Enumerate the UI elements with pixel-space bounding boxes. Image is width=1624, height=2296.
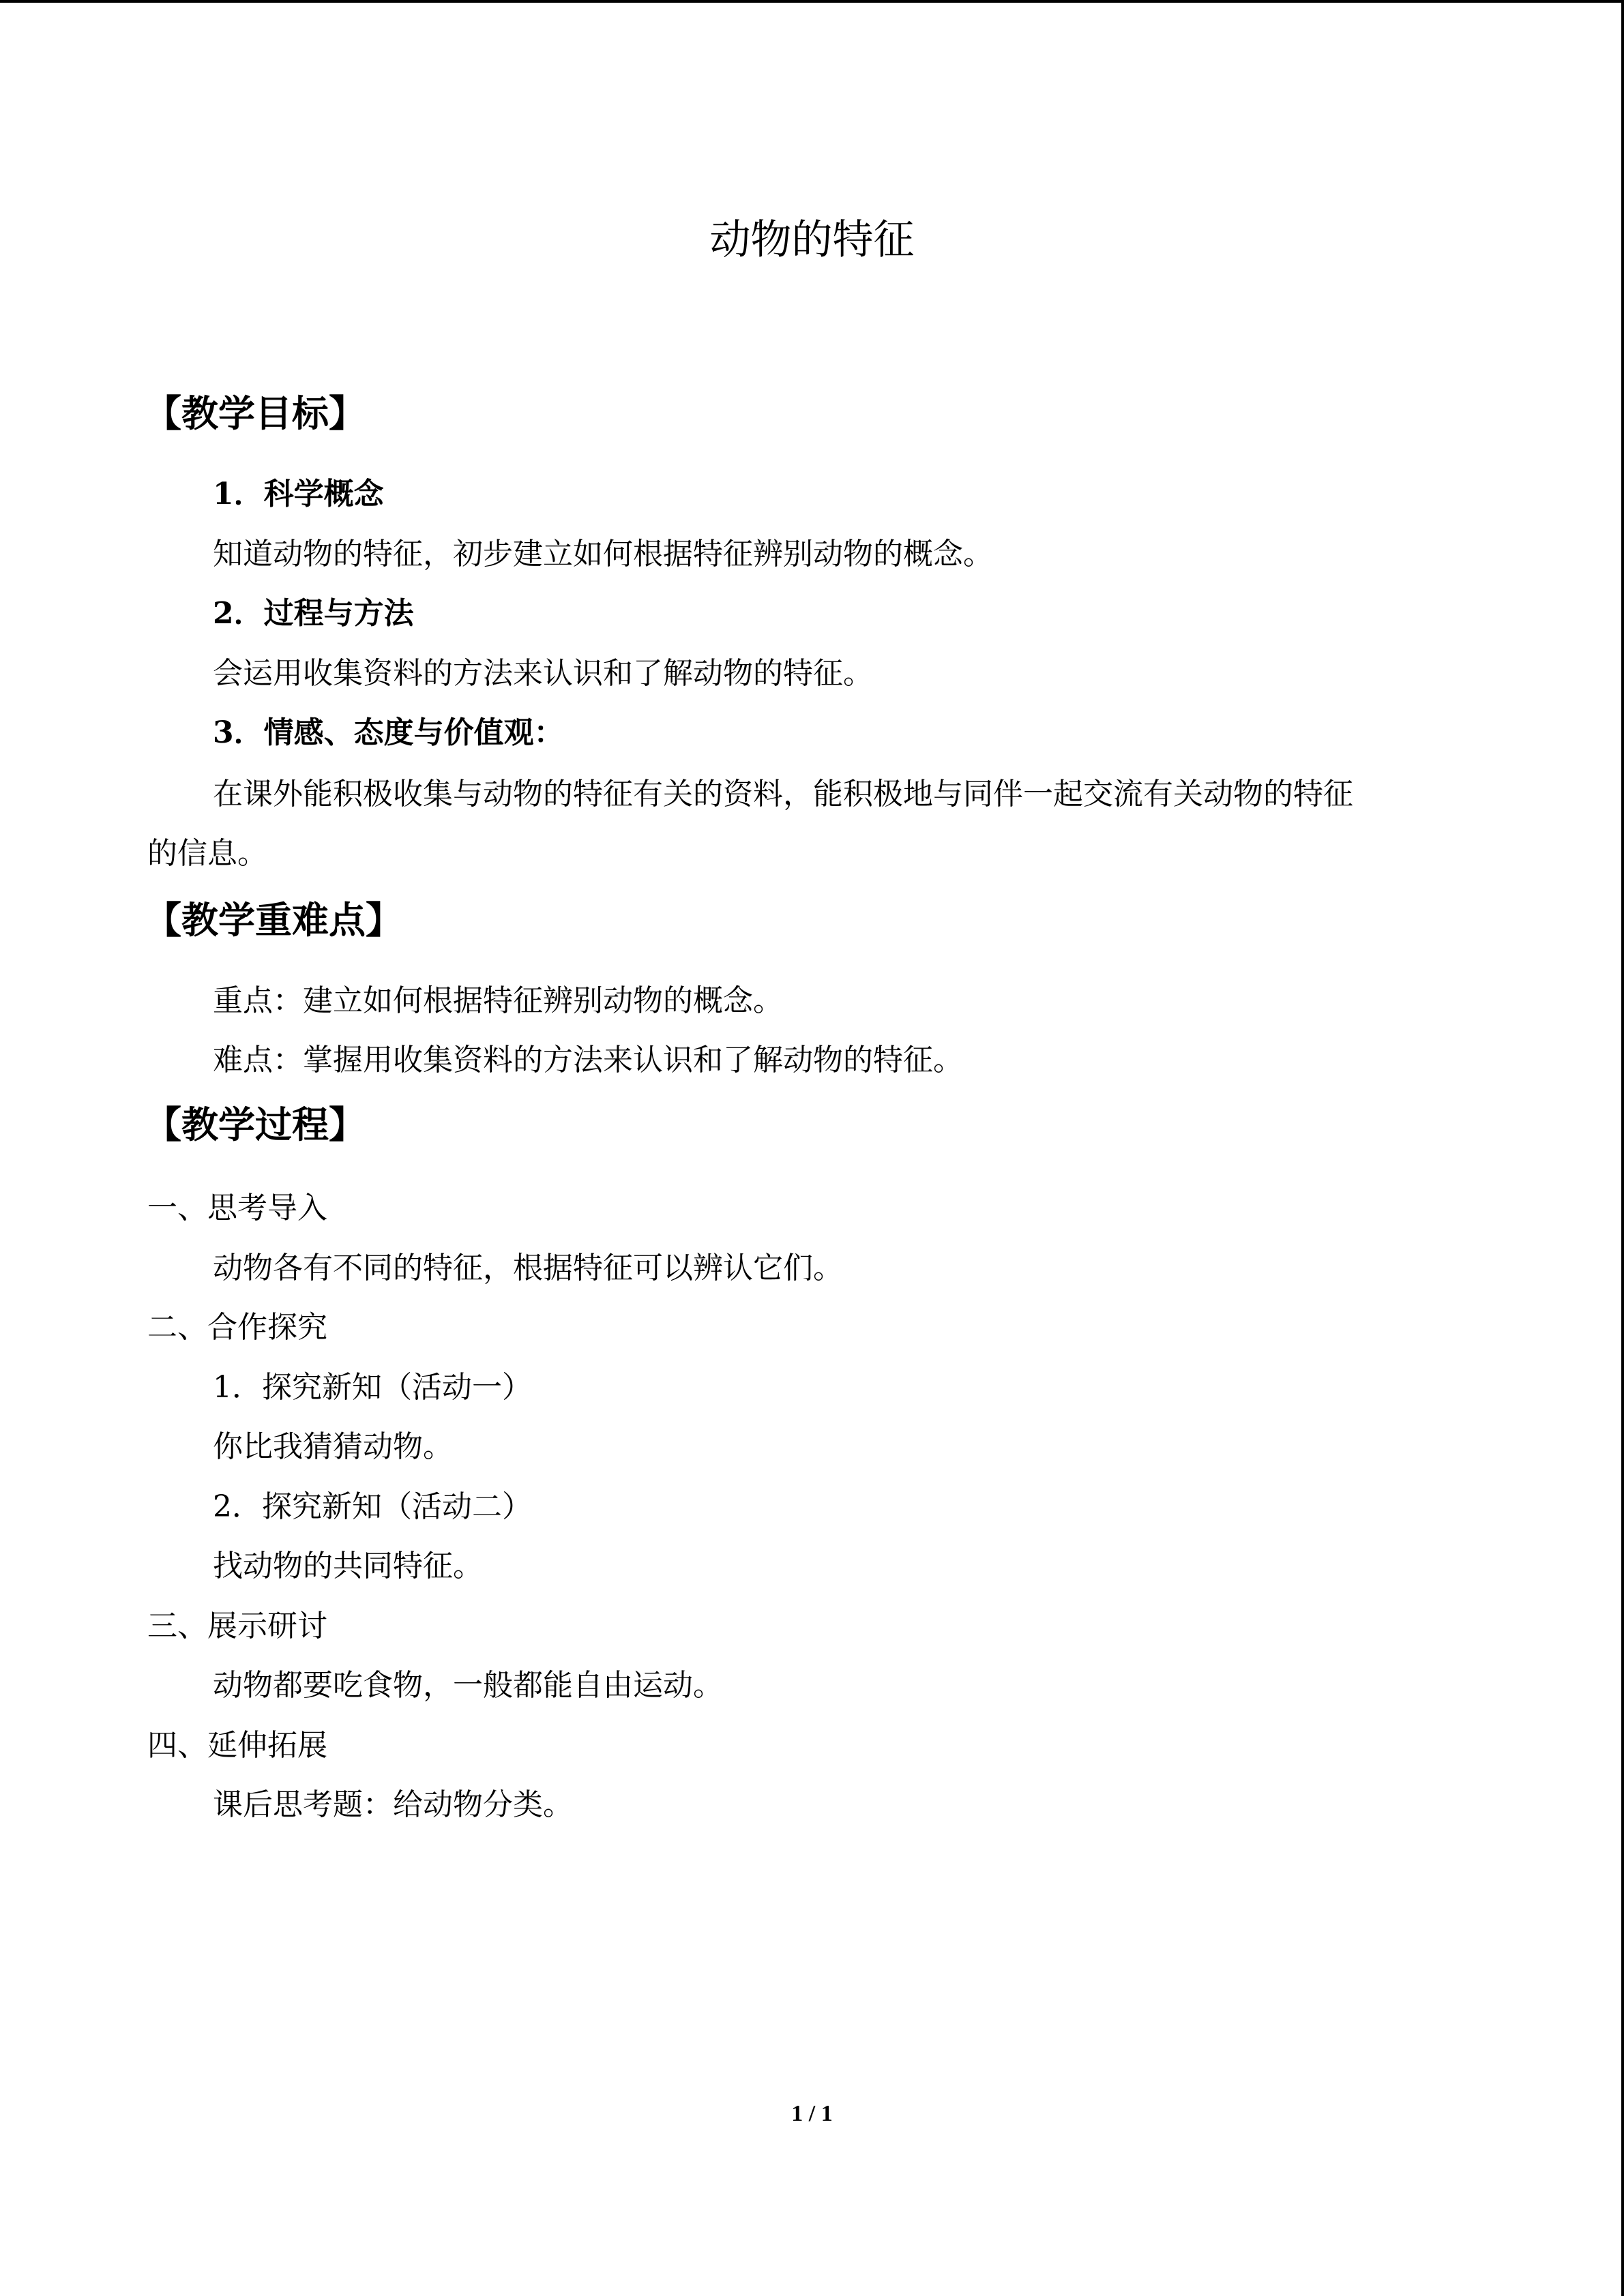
process-step-line: 找动物的共同特征。: [213, 1549, 483, 1583]
section-heading-key-points: 【教学重难点】: [145, 899, 402, 942]
section-heading-objectives: 【教学目标】: [145, 392, 366, 435]
process-step-line: 动物都要吃食物，一般都能自由运动。: [213, 1668, 723, 1703]
process-step-line: 课后思考题：给动物分类。: [213, 1787, 573, 1822]
objective-text-3-line1: 在课外能积极收集与动物的特征有关的资料，能积极地与同伴一起交流有关动物的特征: [213, 777, 1353, 811]
process-step-line: 动物各有不同的特征，根据特征可以辨认它们。: [213, 1251, 843, 1285]
page-border-top: [0, 0, 1624, 3]
key-point-difficulty: 难点：掌握用收集资料的方法来认识和了解动物的特征。: [213, 1043, 963, 1077]
key-point-focus: 重点：建立如何根据特征辨别动物的概念。: [213, 983, 783, 1018]
section-heading-process: 【教学过程】: [145, 1103, 366, 1146]
objective-subheading-1: 1．科学概念: [213, 477, 384, 511]
process-step-line: 2．探究新知（活动二）: [213, 1489, 532, 1524]
page-number: 1 / 1: [791, 2101, 833, 2126]
objective-text-3-line2: 的信息。: [147, 836, 267, 871]
document-title: 动物的特征: [709, 216, 915, 264]
objective-text-2: 会运用收集资料的方法来认识和了解动物的特征。: [213, 656, 873, 691]
process-step-title-3: 三、展示研讨: [147, 1609, 327, 1643]
process-step-title-2: 二、合作探究: [147, 1310, 327, 1345]
page-border-right: [1621, 0, 1624, 2296]
process-step-title-4: 四、延伸拓展: [147, 1728, 327, 1763]
objective-text-1: 知道动物的特征，初步建立如何根据特征辨别动物的概念。: [213, 537, 993, 571]
objective-subheading-2: 2．过程与方法: [213, 596, 414, 631]
process-step-line: 1．探究新知（活动一）: [213, 1370, 532, 1405]
process-step-line: 你比我猜猜动物。: [213, 1429, 453, 1464]
process-step-title-1: 一、思考导入: [147, 1191, 327, 1225]
objective-subheading-3: 3．情感、态度与价值观：: [213, 715, 564, 750]
